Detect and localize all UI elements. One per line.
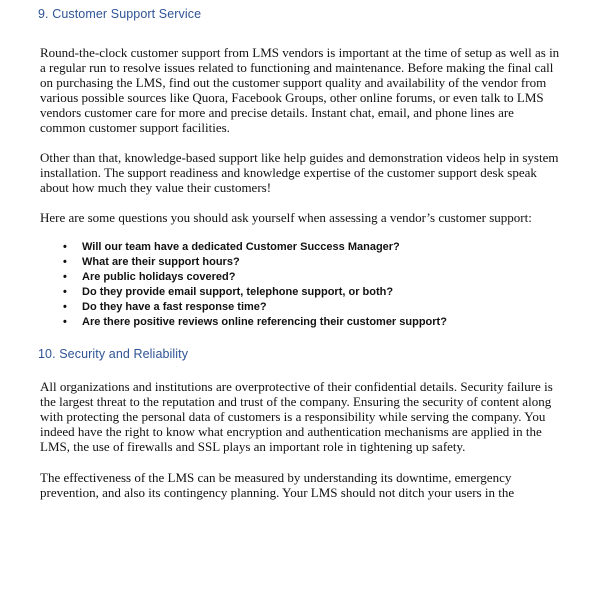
bullet-icon: • xyxy=(63,256,67,268)
list-item-text: Will our team have a dedicated Customer Success Manager? xyxy=(82,241,400,253)
paragraph-customer-support-intro: Round-the-clock customer support from LMS vendors is important at the time of setup as well as in a regular run to resolve issues related to functioning and maintenance. Before making the final call on purchasing the LMS, find out the customer support quality and availability of the vendor from various possible sources like Quora, Facebook Groups, other online forums, or even talk to LMS vendors customer care for more and precise details. Instant chat, email, and phone lines are common customer support facilities. xyxy=(40,45,560,135)
list-item xyxy=(63,240,560,255)
section-heading-customer-support: 9. Customer Support Service xyxy=(38,7,202,21)
paragraph-questions-intro: Here are some questions you should ask yourself when assessing a vendor’s customer support: xyxy=(40,210,532,225)
list-item-text: Do they provide email support, telephone support, or both? xyxy=(82,286,394,298)
list-item xyxy=(63,270,560,285)
list-item xyxy=(63,255,560,270)
list-item-text: Are public holidays covered? xyxy=(82,271,236,283)
list-item xyxy=(63,315,560,330)
section-heading-security: 10. Security and Reliability xyxy=(38,347,189,361)
bullet-icon: • xyxy=(63,241,67,253)
bullet-icon: • xyxy=(63,286,67,298)
bullet-icon: • xyxy=(63,271,67,283)
list-item-text: Do they have a fast response time? xyxy=(82,301,267,313)
support-questions-list xyxy=(40,240,560,330)
bullet-icon: • xyxy=(63,301,67,313)
paragraph-lms-effectiveness: The effectiveness of the LMS can be measured by understanding its downtime, emergency prevention, and also its contingency planning. Your LMS should not ditch your users in the xyxy=(40,470,515,500)
list-item-text: What are their support hours? xyxy=(82,256,240,268)
paragraph-security-intro: All organizations and institutions are overprotective of their confidential details. Security failure is the largest threat to the reputation and trust of the company. Ensuring the security of content along with protecting the personal data of customers is a responsibility while serving the company. You indeed have the right to know what encryption and authentication mechanisms are applied in the LMS, the use of firewalls and SSL plays an important role in tightening up safety. xyxy=(40,379,553,454)
list-item xyxy=(63,285,560,300)
list-item xyxy=(63,300,560,315)
bullet-icon: • xyxy=(63,316,67,328)
list-item-text: Are there positive reviews online referencing their customer support? xyxy=(82,316,447,328)
paragraph-knowledge-support: Other than that, knowledge-based support like help guides and demonstration videos help in system installation. The support readiness and knowledge expertise of the customer support desk speak about how much they value their customers! xyxy=(40,150,559,195)
